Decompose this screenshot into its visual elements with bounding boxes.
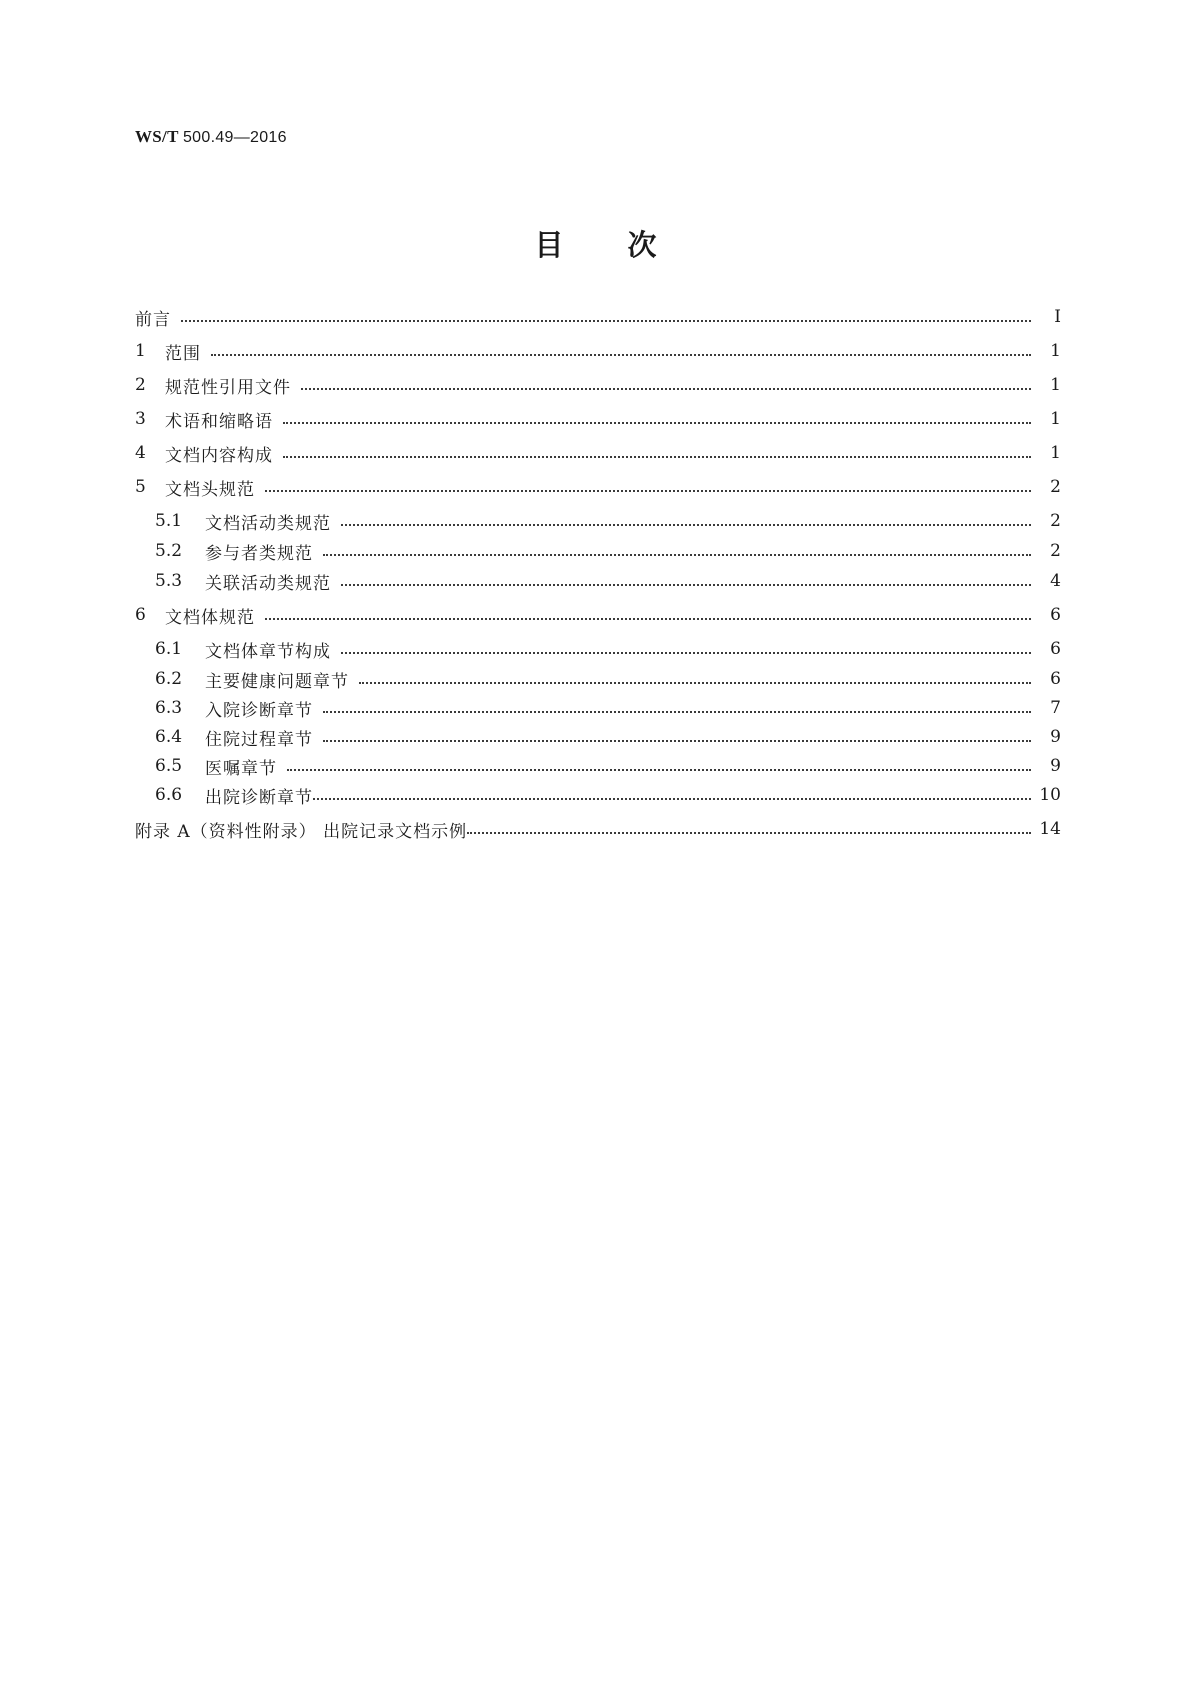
toc-entry-number: 6 [135,605,146,625]
toc-leader-dots [467,832,1031,834]
toc-leader-dots [265,490,1031,492]
toc-entry-number: 2 [135,375,146,395]
toc-entry-label: 主要健康问题章节 [205,671,349,692]
toc-entry-label: 文档体规范 [165,607,255,628]
toc-entry-foreword[interactable] [135,304,1061,330]
toc-entry-page: 14 [1039,819,1061,839]
toc-entry-page: 1 [1050,443,1061,463]
toc-entry-number: 5 [135,477,146,497]
toc-entry-label: 医嘱章节 [205,758,277,779]
toc-leader-dots [301,388,1031,390]
toc-leader-dots [341,524,1031,526]
toc-entry-number: 6.1 [155,639,183,659]
toc-leader-dots [287,769,1031,771]
toc-leader-dots [313,798,1031,800]
toc-entry-label: 范围 [165,343,201,364]
toc-entry-1[interactable] [135,338,1061,364]
toc-entry-page: 1 [1050,375,1061,395]
toc-entry-number: 6.6 [155,785,183,805]
toc-entry-label: 关联活动类规范 [205,573,331,594]
toc-leader-dots [323,740,1031,742]
toc-entry-page: 10 [1039,785,1061,805]
standard-code-prefix: WS/T [135,127,179,146]
toc-entry-number: 6.4 [155,727,183,747]
toc-entry-2[interactable] [135,372,1061,398]
toc-entry-page: 6 [1050,669,1061,689]
toc-entry-number: 5.3 [155,571,183,591]
toc-entry-label: 住院过程章节 [205,729,313,750]
toc-entry-label: 文档体章节构成 [205,641,331,662]
toc-entry-number: 1 [135,341,146,361]
toc-entry-6-3[interactable] [155,695,1061,721]
toc-leader-dots [323,711,1031,713]
toc-entry-number: 5.2 [155,541,183,561]
toc-leader-dots [211,354,1031,356]
toc-entry-page: 1 [1050,409,1061,429]
toc-entry-label: 出院诊断章节 [205,787,313,808]
toc-entry-number: 3 [135,409,146,429]
toc-entry-label: 规范性引用文件 [165,377,291,398]
toc-entry-page: 4 [1050,571,1061,591]
toc-entry-label: 术语和缩略语 [165,411,273,432]
toc-entry-page: 2 [1050,541,1061,561]
toc-entry-page: 9 [1050,756,1061,776]
toc-leader-dots [359,682,1031,684]
toc-entry-6-5[interactable] [155,753,1061,779]
toc-leader-dots [265,618,1031,620]
toc-entry-6-2[interactable] [155,666,1061,692]
toc-leader-dots [283,422,1031,424]
toc-entry-label: 文档活动类规范 [205,513,331,534]
toc-entry-3[interactable] [135,406,1061,432]
toc-entry-label: 文档头规范 [165,479,255,500]
toc-entry-page: 2 [1050,477,1061,497]
toc-entry-page: 6 [1050,639,1061,659]
toc-entry-page: 1 [1050,341,1061,361]
toc-entry-page: 9 [1050,727,1061,747]
toc-entry-appendix-a[interactable] [135,816,1061,842]
toc-entry-4[interactable] [135,440,1061,466]
toc-entry-5-3[interactable] [155,568,1061,594]
toc-title: 目次 [534,228,721,262]
toc-entry-number: 6.5 [155,756,183,776]
toc-entry-6-1[interactable] [155,636,1061,662]
toc-entry-label: 文档内容构成 [165,445,273,466]
toc-entry-5-2[interactable] [155,538,1061,564]
toc-entry-label: 参与者类规范 [205,543,313,564]
toc-entry-5[interactable] [135,474,1061,500]
toc-entry-label: 附录 A（资料性附录） 出院记录文档示例 [135,821,468,842]
toc-entry-label: 前言 [135,309,171,330]
toc-leader-dots [283,456,1031,458]
toc-entry-number: 5.1 [155,511,183,531]
toc-leader-dots [341,652,1031,654]
standard-code-number: 500.49—2016 [182,129,287,146]
toc-entry-number: 6.2 [155,669,183,689]
toc-entry-5-1[interactable] [155,508,1061,534]
toc-entry-number: 6.3 [155,698,183,718]
toc-entry-page: 2 [1050,511,1061,531]
toc-entry-page: I [1054,307,1061,327]
toc-leader-dots [181,320,1031,322]
toc-entry-page: 7 [1050,698,1061,718]
toc-leader-dots [323,554,1031,556]
toc-entry-6[interactable] [135,602,1061,628]
toc-entry-page: 6 [1050,605,1061,625]
toc-entry-label: 入院诊断章节 [205,700,313,721]
toc-entry-number: 4 [135,443,146,463]
toc-leader-dots [341,584,1031,586]
toc-entry-6-6[interactable] [155,782,1061,808]
toc-entry-6-4[interactable] [155,724,1061,750]
